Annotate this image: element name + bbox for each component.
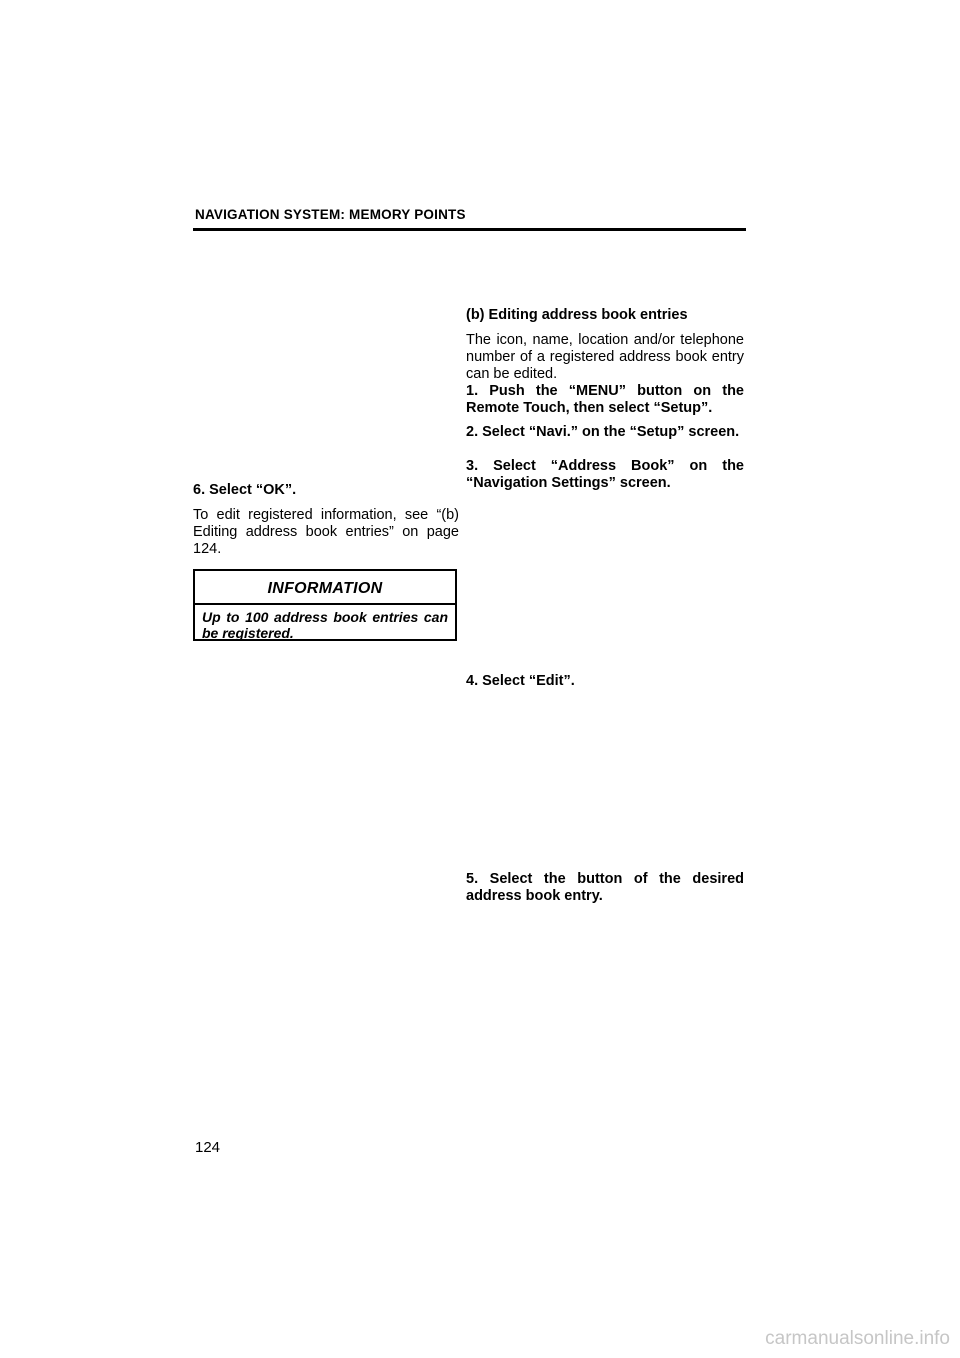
- step-1: 1. Push the “MENU” button on the Remote Touch, then select “Setup”.: [466, 383, 744, 416]
- step-4: 4. Select “Edit”.: [466, 673, 575, 689]
- page-number: 124: [195, 1139, 221, 1156]
- step-6: 6. Select “OK”.: [193, 482, 297, 498]
- watermark: carmanualsonline.info: [765, 1328, 950, 1349]
- information-box: [193, 569, 457, 641]
- step-5: 5. Select the button of the desired address book entry.: [466, 871, 744, 904]
- information-rule: [195, 603, 455, 605]
- step-3: 3. Select “Address Book” on the “Navigation Settings” screen.: [466, 458, 744, 491]
- section-intro: The icon, name, location and/or telephone number of a registered address book entry can be edited.: [466, 332, 744, 382]
- edit-note: To edit registered information, see “(b) Editing address book entries” on page 124.: [193, 507, 459, 557]
- section-title: (b) Editing address book entries: [466, 307, 688, 323]
- information-body: Up to 100 address book entries can be registered.: [202, 609, 448, 641]
- header-rule: [193, 228, 746, 231]
- information-title: INFORMATION: [267, 580, 383, 597]
- step-2: 2. Select “Navi.” on the “Setup” screen.: [466, 424, 740, 440]
- page-header-title: NAVIGATION SYSTEM: MEMORY POINTS: [195, 207, 466, 222]
